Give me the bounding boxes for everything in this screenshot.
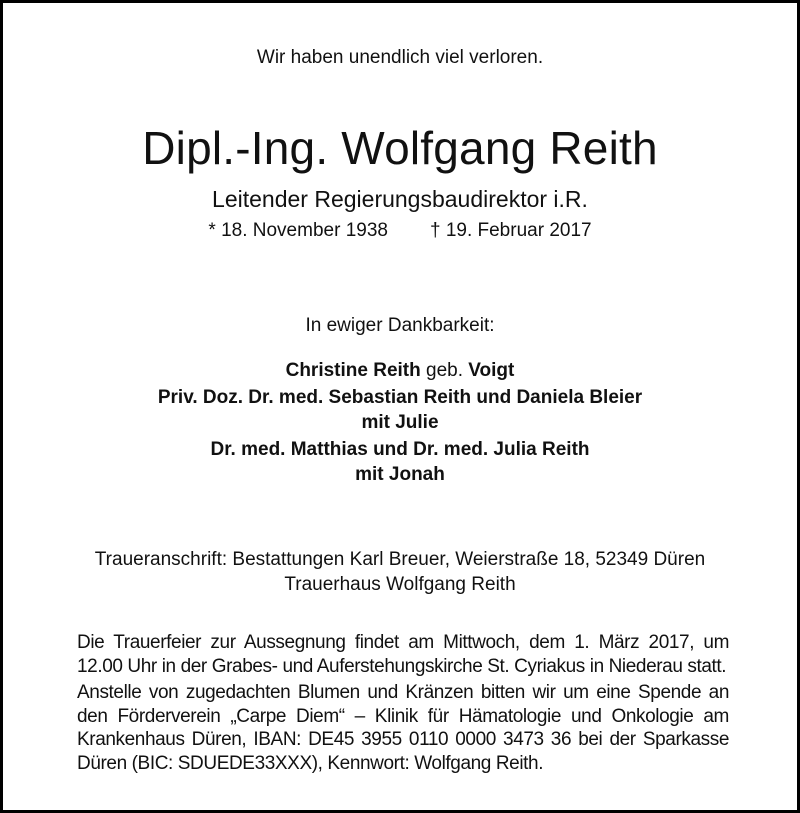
address-line-1: Traueranschrift: Bestattungen Karl Breuer, Weierstraße 18, 52349 Düren bbox=[94, 549, 706, 570]
spouse-name: Christine Reith bbox=[285, 360, 421, 381]
deceased-name: Dipl.-Ing. Wolfgang Reith bbox=[142, 122, 658, 174]
death-date: † 19. Februar 2017 bbox=[429, 220, 592, 241]
family-line-son-2: Dr. med. Matthias und Dr. med. Julia Reith bbox=[210, 439, 590, 460]
nee-label: geb. bbox=[426, 360, 463, 381]
donation-info: Anstelle von zugedachten Blumen und Kränzen bitten wir um eine Spende an den Förderverein „Carpe Diem“ – Klinik für Hämatologie und Onkologie am Krankenhaus Düren, IBAN: DE45 3955 0110 0000 3473 36 bei der Sparkasse Düren (BIC: SDUEDE33XXX), Kennwort: Wolfgang Reith. bbox=[77, 682, 729, 774]
maiden-name: Voigt bbox=[468, 360, 515, 381]
family-line-grandchild-2: mit Jonah bbox=[355, 464, 445, 485]
life-dates bbox=[3, 220, 797, 242]
funeral-info: Die Trauerfeier zur Aussegnung findet am Mittwoch, dem 1. März 2017, um 12.00 Uhr in der Grabes- und Auferstehungskirche St. Cyriakus in Niederau statt. bbox=[77, 632, 729, 677]
thanks-line: In ewiger Dankbarkeit: bbox=[305, 315, 495, 336]
family-list bbox=[3, 358, 797, 487]
family-line-son-1: Priv. Doz. Dr. med. Sebastian Reith und Daniela Bleier bbox=[157, 387, 643, 408]
family-line-spouse bbox=[3, 358, 797, 383]
family-line-grandchild-1: mit Julie bbox=[361, 412, 439, 433]
deceased-title: Leitender Regierungsbaudirektor i.R. bbox=[212, 186, 588, 212]
birth-date: * 18. November 1938 bbox=[208, 220, 388, 241]
intro-line: Wir haben unendlich viel verloren. bbox=[256, 47, 544, 68]
mourning-address bbox=[3, 547, 797, 597]
address-line-2: Trauerhaus Wolfgang Reith bbox=[284, 574, 516, 595]
